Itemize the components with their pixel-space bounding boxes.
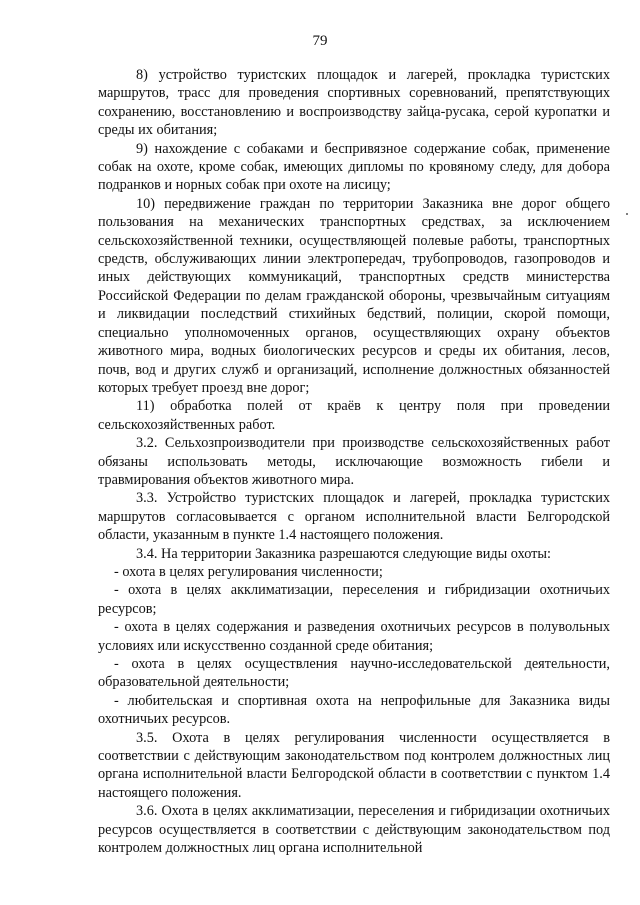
paragraph-3-3: 3.3. Устройство туристских площадок и лагерей, прокладка туристских маршрутов согласовывается с органом исполнительной власти Белгородской области, указанным в пункте 1.4 настоящего положения. <box>98 490 610 544</box>
hunting-type-regulation: - охота в целях регулирования численности; <box>114 563 383 580</box>
paragraph-3-6: 3.6. Охота в целях акклиматизации, переселения и гибридизации охотничьих ресурсов осуществляется в соответствии с действующим законодательством под контролем должностных лиц органа исполнительной <box>98 803 610 857</box>
hunting-type-amateur-sport: - любительская и спортивная охота на непрофильные для Заказника виды охотничьих ресурсов. <box>98 692 610 728</box>
document-body <box>98 66 610 857</box>
paragraph-item-8: 8) устройство туристских площадок и лагерей, прокладка туристских маршрутов, трасс для проведения спортивных соревнований, препятствующих сохранению, восстановлению и воспроизводству зайца-русака, серой куропатки и среды их обитания; <box>98 67 610 139</box>
paragraph-item-9: 9) нахождение с собаками и беспривязное содержание собак, применение собак на охоте, кроме собак, имеющих дипломы по кровяному следу, для добора подранков и норных собак при охоте на лисицу; <box>98 140 610 194</box>
paragraph-3-5: 3.5. Охота в целях регулирования численности осуществляется в соответствии с действующим законодательством под контролем должностных лиц органа исполнительной власти Белгородской области в соответствии с пунктом 1.4 настоящего положения. <box>98 729 610 801</box>
paragraph-item-10: 10) передвижение граждан по территории Заказника вне дорог общего пользования на механических транспортных средствах, за исключением сельскохозяйственной техники, осуществляющей полевые работы, транспортных средств, обслуживающих линии электропередач, трубопроводов, газопроводов и иных действующих коммуникаций, транспортных средств министерства Российской Федерации по делам гражданской обороны, чрезвычайным ситуациям и ликвидации последствий стихийных бедствий, полиции, скорой помощи, специально уполномоченных органов, осуществляющих охрану объектов животного мира, водных биологических ресурсов и среды их обитания, лесов, почв, вод и других служб и организаций, исполнение должностных обязанностей которых требует проезд вне дорог; <box>98 195 610 396</box>
margin-mark <box>626 213 628 215</box>
paragraph-item-11: 11) обработка полей от краёв к центру поля при проведении сельскохозяйственных работ. <box>98 398 610 433</box>
page-number: 79 <box>312 33 328 49</box>
hunting-type-research: - охота в целях осуществления научно-исследовательской деятельности, образовательной деятельности; <box>98 656 610 691</box>
hunting-type-breeding: - охота в целях содержания и разведения охотничьих ресурсов в полувольных условиях или искусственно созданной среде обитания; <box>98 619 610 654</box>
paragraph-3-2: 3.2. Сельхозпроизводители при производстве сельскохозяйственных работ обязаны использовать методы, исключающие возможность гибели и травмирования объектов животного мира. <box>98 435 610 488</box>
hunting-type-acclimatization: - охота в целях акклиматизации, переселения и гибридизации охотничьих ресурсов; <box>98 582 610 617</box>
paragraph-3-4: 3.4. На территории Заказника разрешаются следующие виды охоты: <box>136 545 551 562</box>
